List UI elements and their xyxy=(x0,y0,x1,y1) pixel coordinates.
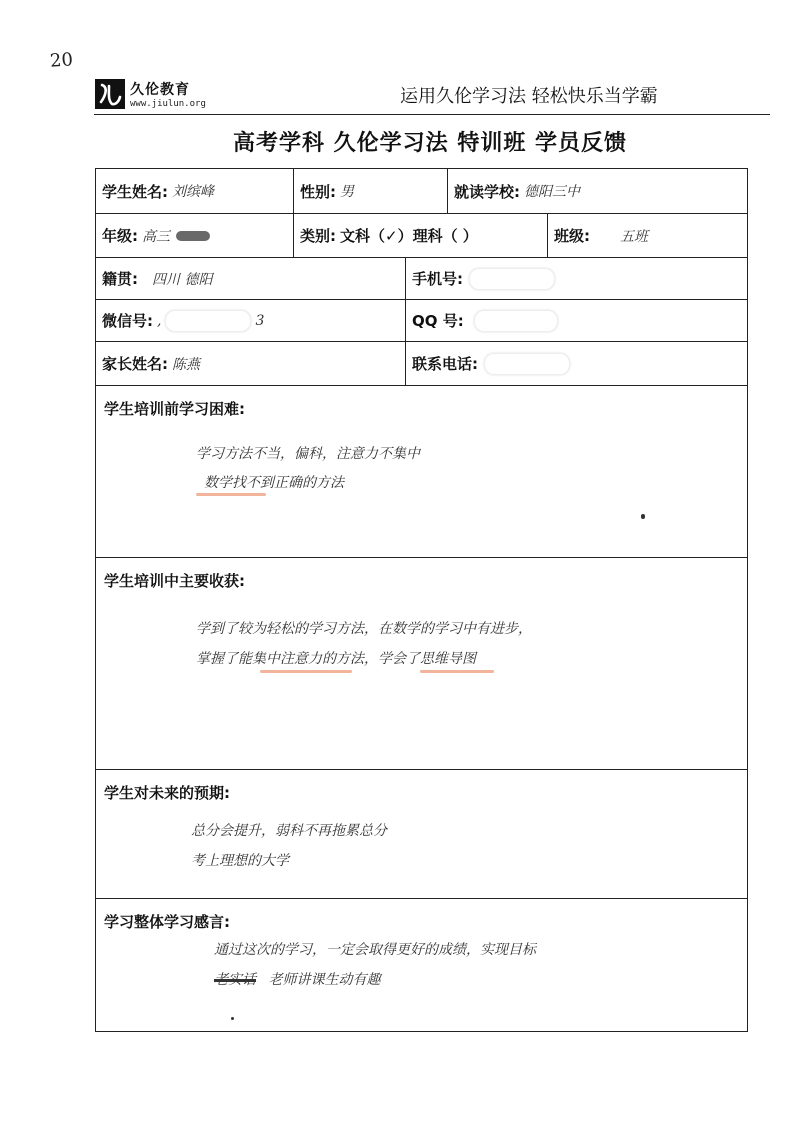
parent-name-label: 家长姓名: xyxy=(102,355,168,373)
difficulties-title: 学生培训前学习困难: xyxy=(104,400,245,418)
difficulties-line-1: 学习方法不当，偏科，注意力不集中 xyxy=(196,446,420,462)
hometown-value: 四川 德阳 xyxy=(152,271,213,288)
header-slogan: 运用久伦学习法 轻松快乐当学霸 xyxy=(400,86,658,107)
school-value: 德阳三中 xyxy=(524,184,580,200)
wechat-suffix: 3 xyxy=(255,312,265,329)
highlight-mark xyxy=(260,670,352,673)
category-label: 类别: xyxy=(300,227,336,245)
row-parent-contact xyxy=(96,342,747,386)
hometown-label: 籍贯: xyxy=(102,270,138,288)
class-label: 班级: xyxy=(554,227,590,245)
reflection-line-2 xyxy=(214,969,380,989)
phone-label: 手机号: xyxy=(412,270,463,288)
feedback-form xyxy=(95,168,748,1032)
redacted-phone xyxy=(469,268,555,290)
section-expectations xyxy=(96,770,747,899)
ink-dot xyxy=(641,514,645,519)
row-grade-category xyxy=(96,214,747,258)
row-wechat-qq xyxy=(96,300,747,342)
reflection-line-1: 通过这次的学习，一定会取得更好的成绩，实现目标 xyxy=(214,942,536,958)
highlight-mark xyxy=(420,670,494,673)
cell-hometown xyxy=(96,258,406,299)
redacted-contact-phone xyxy=(484,353,570,375)
cell-class xyxy=(548,214,749,257)
cell-contact xyxy=(406,342,749,385)
wechat-label: 微信号: xyxy=(102,312,153,330)
header-divider xyxy=(94,114,770,115)
difficulties-line-2: 数学找不到正确的方法 xyxy=(204,475,344,491)
section-difficulties xyxy=(96,386,747,558)
cell-wechat xyxy=(96,300,406,341)
contact-phone-label: 联系电话: xyxy=(412,355,478,373)
cell-gender xyxy=(294,169,448,213)
cell-school xyxy=(448,169,749,213)
highlight-mark xyxy=(196,493,266,496)
logo-name: 久伦教育 xyxy=(130,82,190,98)
gains-title: 学生培训中主要收获: xyxy=(104,572,245,590)
reflection-line-2-text: 老师讲课生动有趣 xyxy=(268,972,381,988)
cell-student-name xyxy=(96,169,294,213)
page-number: 20 xyxy=(49,49,74,72)
row-basic-info xyxy=(96,169,747,214)
student-name-label: 学生姓名: xyxy=(102,182,168,201)
gender-label: 性别: xyxy=(300,182,336,201)
jiulun-logo-icon xyxy=(94,78,126,110)
logo-url: www.jiulun.org xyxy=(130,99,206,109)
class-value: 五班 xyxy=(620,228,648,245)
student-name-value: 刘缤峰 xyxy=(172,184,214,200)
ink-dot xyxy=(231,1017,234,1020)
reflection-title: 学习整体学习感言: xyxy=(104,913,230,931)
gender-value: 男 xyxy=(340,184,354,200)
form-title: 高考学科 久伦学习法 特训班 学员反馈 xyxy=(233,131,627,156)
grade-value: 高三 xyxy=(142,228,170,245)
qq-label: QQ 号: xyxy=(412,312,464,330)
redacted-qq xyxy=(474,310,558,332)
wechat-prefix: , xyxy=(157,312,162,329)
cell-phone xyxy=(406,258,749,299)
section-reflection xyxy=(96,899,747,1031)
section-gains xyxy=(96,558,747,770)
cell-qq xyxy=(406,300,749,341)
gains-line-1: 学到了较为轻松的学习方法，在数学的学习中有进步， xyxy=(196,621,532,637)
school-label: 就读学校: xyxy=(454,182,520,201)
category-options: 文科（✓）理科（ ） xyxy=(340,227,478,245)
cell-parent xyxy=(96,342,406,385)
expectations-title: 学生对未来的预期: xyxy=(104,784,230,802)
row-hometown-phone xyxy=(96,258,747,300)
cell-category xyxy=(294,214,548,257)
parent-name-value: 陈燕 xyxy=(172,356,200,373)
redacted-wechat xyxy=(165,310,251,332)
grade-label: 年级: xyxy=(102,227,138,245)
struck-out-text: 老实话 xyxy=(214,972,256,988)
cell-grade xyxy=(96,214,294,257)
scribbled-out-text xyxy=(176,231,210,241)
expectations-line-1: 总分会提升，弱科不再拖累总分 xyxy=(191,823,387,839)
expectations-line-2: 考上理想的大学 xyxy=(191,853,289,869)
gains-line-2: 掌握了能集中注意力的方法，学会了思维导图 xyxy=(196,651,476,667)
